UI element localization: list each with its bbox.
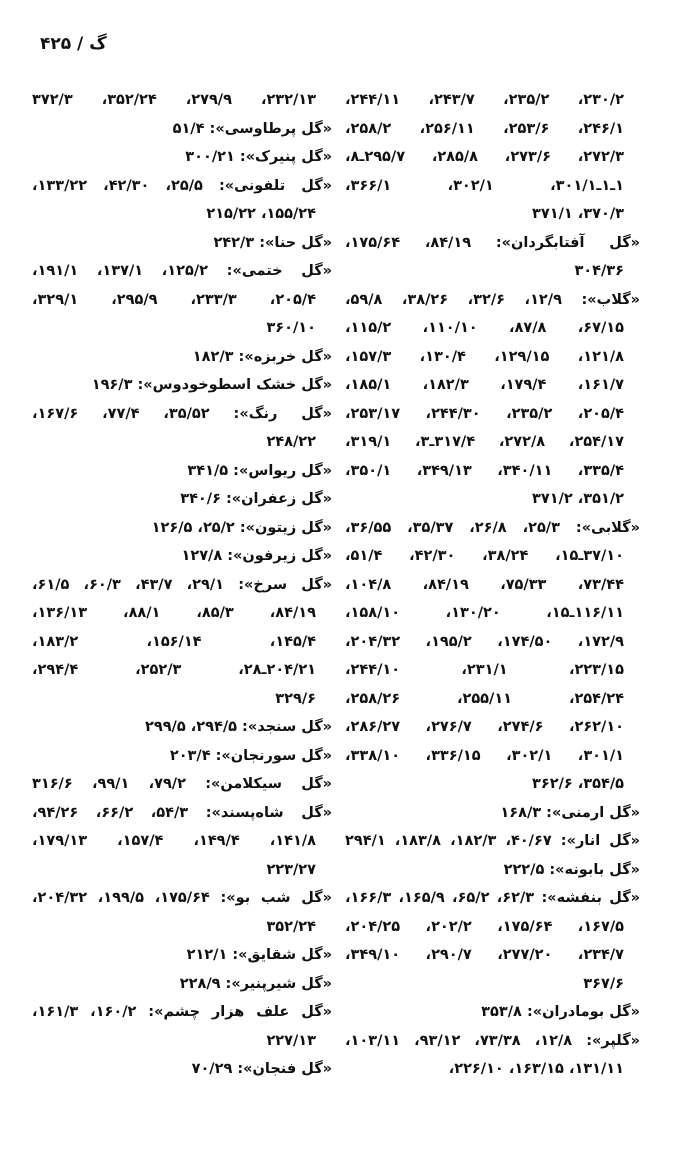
index-entry-heading: «گل شاه‌پسند»: [205,804,332,821]
page-header [40,34,107,54]
index-entry-references: ۱۵۵/۲۴، ۲۱۵/۲۲ [206,206,316,222]
index-entry-references: ۲۴۶/۱، ۲۵۳/۶، ۲۵۶/۱۱، ۲۵۸/۲، [345,120,624,137]
index-entry-references: ۳۵۲/۲۴ [266,918,316,935]
index-entry-continuation [32,827,332,856]
index-entry-references: ۲۰۵/۴، ۲۳۳/۳، ۲۹۵/۹، ۳۲۹/۱، [32,291,317,308]
index-entry-continuation [32,428,332,457]
index-entry-continuation [345,599,640,628]
index-entry-continuation [32,599,332,628]
index-entry-references: ۲۵/۳، ۲۶/۸، ۳۵/۳۷، ۳۶/۵۵، [345,519,560,536]
index-entry-references: ۳۴۱/۵ [187,462,229,479]
index-entry-heading: «گل حنا»: [259,234,332,251]
index-entry [345,229,640,258]
index-entry-references: ۲۰۵/۴، ۲۳۵/۲، ۲۴۴/۳۰، ۲۵۳/۱۷، [345,405,625,422]
index-entry-continuation [345,428,640,457]
index-entry-references: ۳۵۱/۲، ۳۷۱/۲ [532,491,624,507]
index-entry-heading: «گل سورنجان»: [215,747,332,764]
index-entry-continuation [345,400,640,429]
index-entry-heading: «گل پرطاوسی»: [209,120,332,137]
index-entry-references: ۲۵/۲، ۱۲۶/۵ [151,519,235,536]
index-entry-continuation [32,628,332,657]
index-entry [32,770,332,799]
index-entry-references: ۲۴۸/۲۲ [266,434,316,450]
index-entry-continuation [345,371,640,400]
index-entry [32,884,332,913]
index-entry-references: ۶۷/۱۵، ۸۷/۸، ۱۱۰/۱۰، ۱۱۵/۲، [345,320,624,336]
index-entry-references: ۱۱۶/۱۱ـ۱۵، ۱۳۰/۲۰، ۱۵۸/۱۰، [345,605,625,621]
index-entry-continuation [32,913,332,942]
index-entry-references: ۳۲۹/۶ [275,690,316,707]
index-entry-references: ۲۵/۵، ۴۲/۳۰، ۱۳۳/۲۲، [32,177,203,194]
index-entry-continuation [345,941,640,970]
index-entry-references: ۸۴/۱۹، ۸۵/۳، ۸۸/۱، ۱۳۶/۱۳، [32,605,316,621]
index-entry-references: ۳۵۴/۵، ۳۶۲/۶ [532,776,624,792]
index-entry-heading: «گلاب»: [581,291,640,308]
index-entry [32,115,332,144]
index-entry-heading: «گل بابونه»: [549,861,640,878]
index-entry [32,542,332,571]
index-entry-continuation [345,257,640,286]
index-entry-references: ۳۰۰/۲۱ [185,149,235,165]
index-entry-heading: «گل رنگ»: [233,405,332,422]
index-entry-references: ۷۰/۲۹ [191,1061,233,1077]
index-entry-references: ۲۵۴/۱۷، ۲۷۲/۸، ۳۱۷/۴ـ۳، ۳۱۹/۱، [345,434,624,450]
index-entry-continuation [32,1027,332,1056]
index-entry-references: ۳۵/۵۲، ۷۷/۴، ۱۶۷/۶، [32,405,210,422]
index-entry [32,457,332,486]
index-entry-references: ۳۰۴/۳۶ [574,263,624,279]
index-entry-references: ۱۷۲/۹، ۱۷۴/۵۰، ۱۹۵/۲، ۲۰۴/۳۲، [345,633,625,650]
index-entry-heading: «گل بومادران»: [526,1004,640,1020]
index-entry-continuation [32,656,332,685]
index-entry-continuation [345,314,640,343]
index-entry-heading: «گل انار»: [560,833,640,849]
index-entry-references: ۱۴۱/۸، ۱۴۹/۴، ۱۵۷/۴، ۱۷۹/۱۳، [32,833,316,849]
index-entry-references: ۲۶۲/۱۰، ۲۷۴/۶، ۲۷۶/۷، ۲۸۶/۲۷، [345,719,625,735]
index-entry-continuation [345,628,640,657]
index-entry [345,514,640,543]
index-entry-references: ۶۲/۳، ۶۵/۲، ۱۶۵/۹، ۱۶۶/۳، [345,890,535,906]
index-entry-continuation [345,685,640,714]
page-number-label: ۴۲۵ / گ [40,34,107,54]
index-entry-references: ۲۹/۱، ۴۳/۷، ۶۰/۳، ۶۱/۵، [32,576,225,593]
index-entry [345,884,640,913]
index-entry-continuation [345,1055,640,1084]
index-entry-references: ۱۶۰/۲، ۱۶۱/۳، [32,1004,137,1020]
index-entry-references: ۱۴۵/۴، ۱۵۶/۱۴، ۱۸۳/۲، [32,633,316,650]
index-entry [32,343,332,372]
index-entry-references: ۳۷۰/۳، ۳۷۱/۱ [532,206,624,222]
index-entry-continuation [32,685,332,714]
index-entry-continuation [345,172,640,201]
index-entry [32,172,332,201]
index-entry [345,286,640,315]
index-entry [32,571,332,600]
index-entry-heading: «گلابی»: [575,519,640,536]
index-entry [32,514,332,543]
index-entry-heading: «گل خشک اسطوخودوس»: [137,377,332,393]
index-entry-references: ۱۷۵/۶۴، ۱۹۹/۵، ۲۰۴/۳۲، [32,890,210,906]
index-entry-references: ۱۲۱/۸، ۱۲۹/۱۵، ۱۳۰/۴، ۱۵۷/۳، [345,348,624,365]
index-entry [345,998,640,1027]
index-entry [32,941,332,970]
index-entry-references: ۲۲۷/۱۳ [266,1032,316,1049]
index-entry-heading: «گل شب بو»: [220,890,332,906]
index-entry-references: ۲۳۰/۲، ۲۳۵/۲، ۲۴۳/۷، ۲۴۴/۱۱، [345,92,624,108]
index-entry-references: ۲۲۸/۹ [179,975,221,992]
index-entry-references: ۳۷/۱۰ـ۱۵، ۳۸/۲۴، ۴۲/۳۰، ۵۱/۴، [345,548,624,564]
index-entry [32,713,332,742]
index-entry-references: ۲۹۴/۵، ۲۹۹/۵ [145,719,237,735]
index-entry-references: ۲۱۲/۱ [186,947,228,963]
index-entry-continuation [345,115,640,144]
index-entry-references: ۲۲۳/۲۷ [266,861,316,878]
index-entry-references: ۳۶۰/۱۰ [266,320,316,336]
index-entry-references: ۱۶۱/۷، ۱۷۹/۴، ۱۸۲/۳، ۱۸۵/۱، [345,377,624,393]
index-entry [32,799,332,828]
index-entry-references: ۲۰۴/۲۱ـ۲۸، ۲۵۲/۳، ۲۹۴/۴، [32,662,317,678]
index-entry [32,485,332,514]
index-entry [32,371,332,400]
index-entry-heading: «گل ارمنی»: [546,804,640,821]
index-entry-heading: «گل خربزه»: [238,348,332,365]
index-entry-continuation [345,343,640,372]
index-entry-heading: «گل سرخ»: [238,576,332,593]
index-entry-references: ۵۴/۳، ۶۶/۲، ۹۴/۲۶، [32,804,189,821]
index-entry-continuation [32,856,332,885]
index-entry-references: ۲۰۳/۴ [169,747,211,764]
index-entry-heading: «گل ختمی»: [226,263,332,279]
index-entry-references: ۱۶۸/۳ [500,804,542,821]
index-entry [345,1027,640,1056]
index-entry-references: ۲۳۲/۱۳، ۲۷۹/۹، ۳۵۲/۲۴، ۳۷۲/۳ [32,92,316,108]
index-entry-heading: «گل فنجان»: [237,1061,332,1077]
index-entry-continuation [345,485,640,514]
index-entry-heading: «گل سیکلامن»: [205,776,332,792]
index-entry-references: ۲۳۴/۷، ۲۷۷/۲۰، ۲۹۰/۷، ۳۴۹/۱۰، [345,947,625,963]
index-entry [32,742,332,771]
index-entry-references: ۲۴۲/۳ [213,234,255,251]
index-entry-references: ۴۰/۶۷، ۱۸۲/۳، ۱۸۳/۸، ۲۹۴/۱ [345,833,552,849]
index-entry [32,970,332,999]
index-entry-heading: «گل تلفونی»: [218,177,332,194]
index-entry-continuation [345,571,640,600]
index-entry-references: ۱۲/۸، ۷۳/۳۸، ۹۳/۱۲، ۱۰۳/۱۱، [345,1032,573,1049]
index-entry-heading: «گل علف هزار چشم»: [148,1004,332,1020]
index-entry-heading: «گلپر»: [586,1032,640,1049]
index-entry-references: ۱۲۷/۸ [181,548,223,564]
index-entry-references: ۳۳۵/۴، ۳۴۰/۱۱، ۳۴۹/۱۳، ۳۵۰/۱، [345,462,625,479]
index-entry [32,229,332,258]
index-entry [32,1055,332,1084]
index-entry-continuation [345,542,640,571]
index-entry-continuation [345,86,640,115]
index-entry-heading: «گل شیرپنیر»: [225,975,332,992]
index-entry-references: ۳۵۳/۸ [481,1004,522,1020]
index-entry-continuation [345,143,640,172]
index-entry-continuation [32,200,332,229]
index-entry-references: ۱۳۱/۱۱، ۱۶۳/۱۵، ۲۲۶/۱۰، [448,1061,624,1077]
index-entry-references: ۷۹/۲، ۹۹/۱، ۳۱۶/۶ [32,776,186,792]
index-entry-references: ۲۲۲/۵ [503,861,545,878]
index-entry-heading: «گل ریواس»: [233,462,332,479]
index-entry-continuation [345,200,640,229]
index-entry-references: ۳۰۱/۱، ۳۰۲/۱، ۳۳۶/۱۵، ۳۳۸/۱۰، [345,747,625,764]
index-entry-references: ۷۳/۴۴، ۷۵/۳۳، ۸۴/۱۹، ۱۰۴/۸، [345,576,624,593]
index-entry-continuation [32,286,332,315]
index-column-right [345,86,640,1084]
index-entry [32,143,332,172]
index-entry [32,998,332,1027]
index-entry-references: ۲۵۴/۲۴، ۲۵۵/۱۱، ۲۵۸/۲۶، [345,690,624,707]
index-entry-references: ۲۲۳/۱۵، ۲۳۱/۱، ۲۴۴/۱۰، [345,662,624,678]
index-entry-heading: «گل زعفران»: [225,491,332,507]
index-entry-continuation [32,86,332,115]
index-entry-continuation [345,457,640,486]
index-entry-heading: «گل پنیرک»: [239,149,332,165]
index-column-left [32,86,332,1084]
index-entry-references: ۱۲۵/۲، ۱۳۷/۱، ۱۹۱/۱، [32,263,208,279]
index-entry-references: ۸۴/۱۹، ۱۷۵/۶۴، [345,234,472,251]
index-entry-heading: «گل سنجد»: [242,719,332,735]
index-entry [345,799,640,828]
index-entry-heading: «گل شقایق»: [232,947,332,963]
index-entry-references: ۱ـ۱ـ۳۰۱/۱، ۳۰۲/۱، ۳۶۶/۱، [345,177,624,194]
index-entry-continuation [345,656,640,685]
index-entry-heading: «گل زیتون»: [239,519,332,536]
index-entry-references: ۳۶۷/۶ [583,975,624,992]
index-entry-continuation [345,770,640,799]
index-entry [345,856,640,885]
index-entry-references: ۲۷۲/۳، ۲۷۳/۶، ۲۸۵/۸، ۲۹۵/۷ـ۸، [345,149,624,165]
index-entry [345,827,640,856]
index-entry-references: ۱۲/۹، ۳۲/۶، ۳۸/۲۶، ۵۹/۸، [345,291,562,308]
index-entry-continuation [345,742,640,771]
index-entry-references: ۵۱/۴ [172,120,205,137]
index-entry-continuation [345,713,640,742]
index-entry-references: ۱۸۲/۳ [192,348,234,365]
index-entry-references: ۳۴۰/۶ [180,491,221,507]
index-entry-heading: «گل آفتابگردان»: [495,234,640,251]
index-entry [32,257,332,286]
index-entry [32,400,332,429]
index-entry-heading: «گل زیرفون»: [227,548,332,564]
index-entry-continuation [345,970,640,999]
index-entry-continuation [32,314,332,343]
index-entry-continuation [345,913,640,942]
index-entry-references: ۱۹۶/۳ [91,377,133,393]
index-entry-heading: «گل بنفشه»: [541,890,640,906]
index-entry-references: ۱۶۷/۵، ۱۷۵/۶۴، ۲۰۲/۲، ۲۰۴/۲۵، [345,918,625,935]
